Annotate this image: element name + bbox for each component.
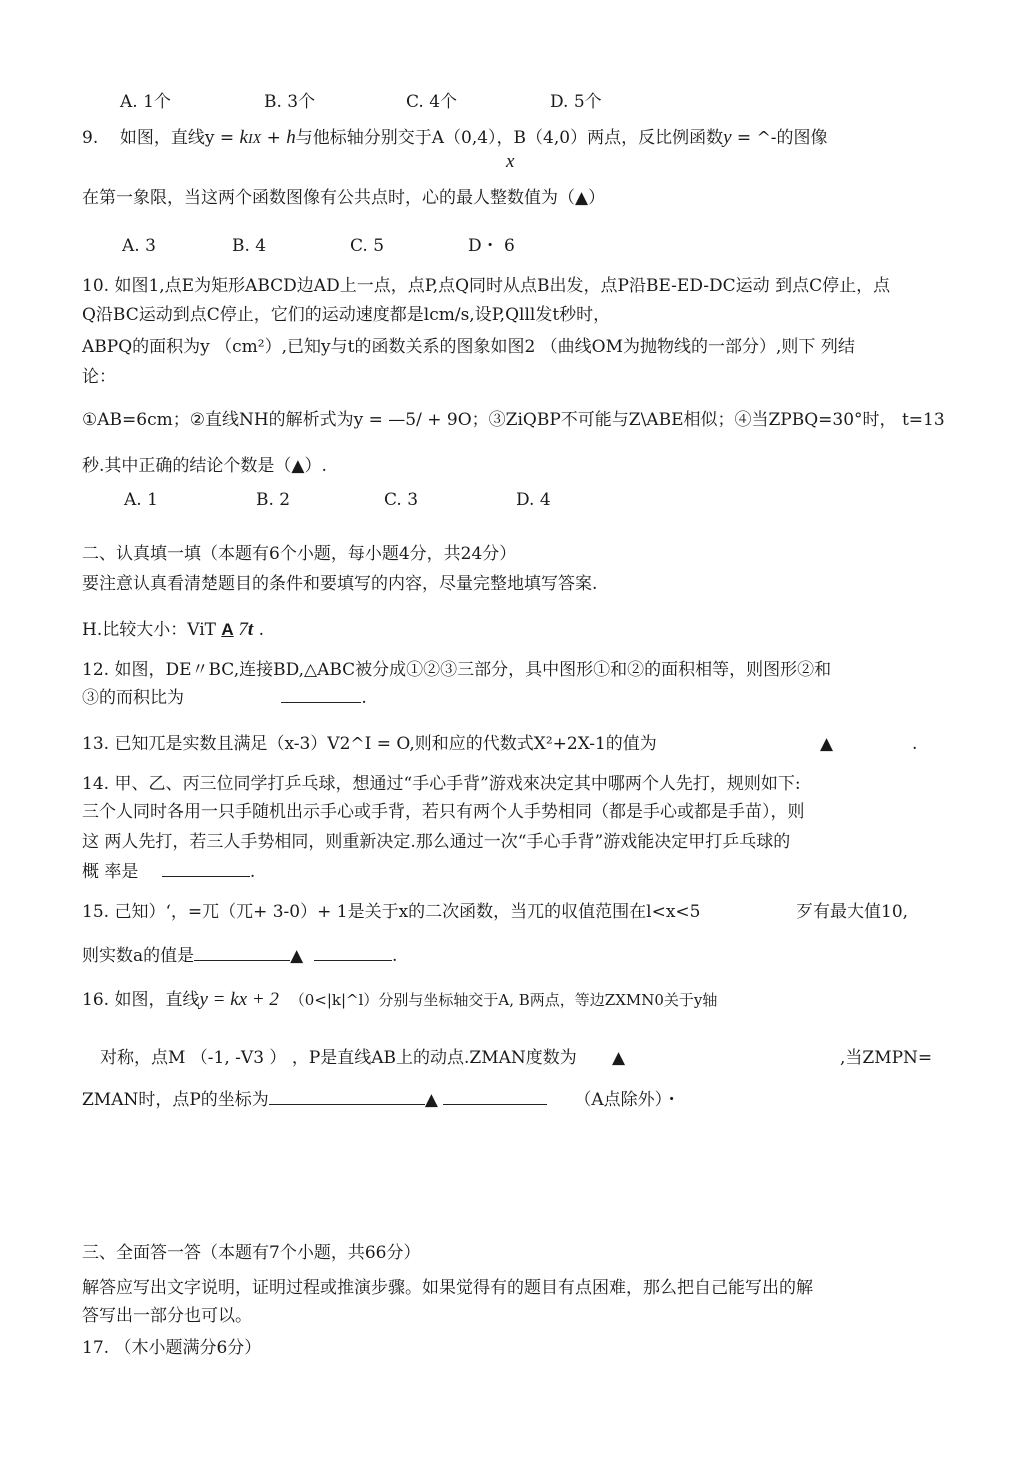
q12-answer-blank[interactable] [281, 701, 361, 703]
q11-number-7: 7 [233, 619, 248, 640]
q16-line-3b: （A点除外）・ [574, 1090, 681, 1110]
q16-answer-blank-left[interactable] [269, 1103, 425, 1105]
q9-math-h: h [286, 127, 296, 148]
q15-answer-blank-left[interactable] [194, 959, 290, 961]
section-3-title: 三、全面答一答（本题有7个小题，共66分） [82, 1243, 421, 1263]
q14-line-2: 三个人同时各用一只手随机出示手心或手背，若只有两个人手势相同（都是手心或都是手苗），则 [82, 802, 805, 822]
q10-option-b: B. 2 [256, 490, 291, 510]
q9-option-a: A. 3 [122, 236, 156, 256]
q16-line-2a: 对称，点M （-1, -V3 ） ，P是直线AB上的动点.ZMAN度数为 [100, 1048, 577, 1068]
q9-math-y: y [723, 127, 732, 148]
q10-line-3: ABPQ的面积为y （cm²）,已知y与t的函数关系的图象如图2 （曲线OM为抛物线的一部分）,则下 列结 [82, 337, 855, 357]
q14-line-1: 14. 甲、乙、丙三位同学打乒乓球，想通过“手心手背”游戏來决定其中哪两个人先打，规则如下: [82, 774, 801, 794]
q15-answer-marker: ▲ [290, 946, 304, 966]
q16-text-1: 16. 如图，直线 [82, 990, 200, 1010]
q10-line-6: 秒.其中正确的结论个数是（▲）. [82, 456, 327, 476]
q11-end: . [253, 620, 265, 640]
section-3-instructions-1: 解答应写出文字说明，证明过程或推演步骤。如果觉得有的题目有点困难，那么把自己能写出的解 [82, 1278, 813, 1298]
section-3-instructions-2: 答写出一部分也可以。 [82, 1306, 252, 1326]
q15-line-2 [82, 948, 397, 965]
q9-option-d: D・ 6 [468, 236, 515, 256]
q9-text-4: = ^-的图像 [731, 128, 828, 148]
q12-line-2 [82, 690, 367, 707]
q14-end: . [249, 862, 256, 882]
q15-text: 则实数a的值是 [82, 946, 195, 966]
q12-end: . [361, 688, 367, 708]
q8-option-c: C. 4个 [406, 92, 458, 112]
q9-math-k: k [239, 127, 248, 148]
q10-line-4: 论： [82, 367, 116, 387]
q16-answer-marker-2: ▲ [424, 1090, 438, 1110]
q15-line-1b: 歹有最大值10, [796, 902, 909, 922]
q9-number: 9. [82, 128, 99, 148]
q13-answer-marker: ▲ [820, 734, 834, 754]
q10-option-a: A. 1 [124, 490, 158, 510]
q16-math-line: y = kx + 2 [199, 989, 279, 1010]
q9-fraction-denominator: x [506, 151, 515, 172]
q11-answer-mark: A [221, 620, 234, 639]
q16-line-1 [82, 990, 717, 1009]
q12-line-1: 12. 如图，DE〃BC,连接BD,△ABC被分成①②③三部分，具中图形①和②的面积相等，则图形②和 [82, 660, 832, 680]
q10-option-c: C. 3 [384, 490, 419, 510]
q11-math-t: t [247, 619, 254, 640]
q10-line-2: Q沿BC运动到点C停止，它们的运动速度都是lcm/s,设P,Qlll发t秒时， [82, 305, 611, 325]
q12-text: ③的而积比为 [82, 688, 184, 708]
q14-answer-blank[interactable] [162, 875, 250, 877]
q15-line-1a: 15. 己知）‘，=兀（兀+ 3-0）+ 1是关于x的二次函数，当兀的収值范围在l<x<5 [82, 902, 701, 922]
q9-option-b: B. 4 [232, 236, 267, 256]
q14-line-3: 这 两人先打，若三人手势相同，则重新决定.那么通过一次“手心手背”游戏能决定甲打乒乓球的 [82, 832, 791, 852]
q8-option-a: A. 1个 [120, 92, 171, 112]
q15-answer-blank-right[interactable] [314, 959, 392, 961]
q16-line-3 [82, 1092, 680, 1109]
q10-line-5: ①AB=6cm；②直线NH的解析式为y = —5/ + 9O；③ZiQBP不可能与Z\ABE相似；④当ZPBQ=30°时， t=13 [82, 410, 945, 430]
q11 [82, 620, 264, 639]
q13-end: . [912, 734, 918, 754]
q10-option-d: D. 4 [516, 490, 551, 510]
q16-answer-marker-1: ▲ [612, 1048, 626, 1068]
q17-heading: 17. （木小题满分6分） [82, 1338, 262, 1358]
q14-line-4 [82, 864, 255, 881]
q8-option-b: B. 3个 [264, 92, 316, 112]
q9-text-3: 与他标轴分别交于A（0,4），B（4,0）两点，反比例函数 [295, 128, 724, 148]
q10-line-1: 10. 如图1,点E为矩形ABCD边AD上一点，点P,点Q同时从点B出发，点P沿BE-ED-DC运动 到点C停止，点 [82, 276, 891, 296]
q9-math-sub: IX [247, 132, 262, 147]
q14-text: 概 率是 [82, 862, 139, 882]
section-2-title: 二、认真填一填（本题有6个小题，每小题4分，共24分） [82, 544, 517, 564]
q15-end: . [392, 946, 398, 966]
q9-stem [82, 128, 828, 147]
q9-option-c: C. 5 [350, 236, 385, 256]
q8-option-d: D. 5个 [550, 92, 602, 112]
q9-text-2: + [261, 128, 287, 148]
q9-line-2: 在第一象限，当这两个函数图像有公共点时，心的最人整数值为（▲） [82, 188, 606, 208]
q16-line-3a: ZMAN时，点P的坐标为 [82, 1090, 269, 1110]
section-2-instructions: 要注意认真看清楚题目的条件和要填写的内容，尽量完整地填写答案. [82, 574, 598, 594]
q16-answer-blank-right[interactable] [443, 1103, 547, 1105]
q16-line-2b: ,当ZMPN= [840, 1048, 933, 1068]
q9-text-1: 如图，直线y = [119, 128, 240, 148]
q11-text: H.比较大小：ViT [82, 620, 222, 640]
q13-text: 13. 已知兀是实数且满足（x-3）V2^I = O,则和应的代数式X²+2X-1的值为 [82, 734, 657, 754]
q16-text-2: （0<|k|^l）分别与坐标轴交于A, B两点，等边ZXMN0关于y轴 [289, 991, 718, 1009]
